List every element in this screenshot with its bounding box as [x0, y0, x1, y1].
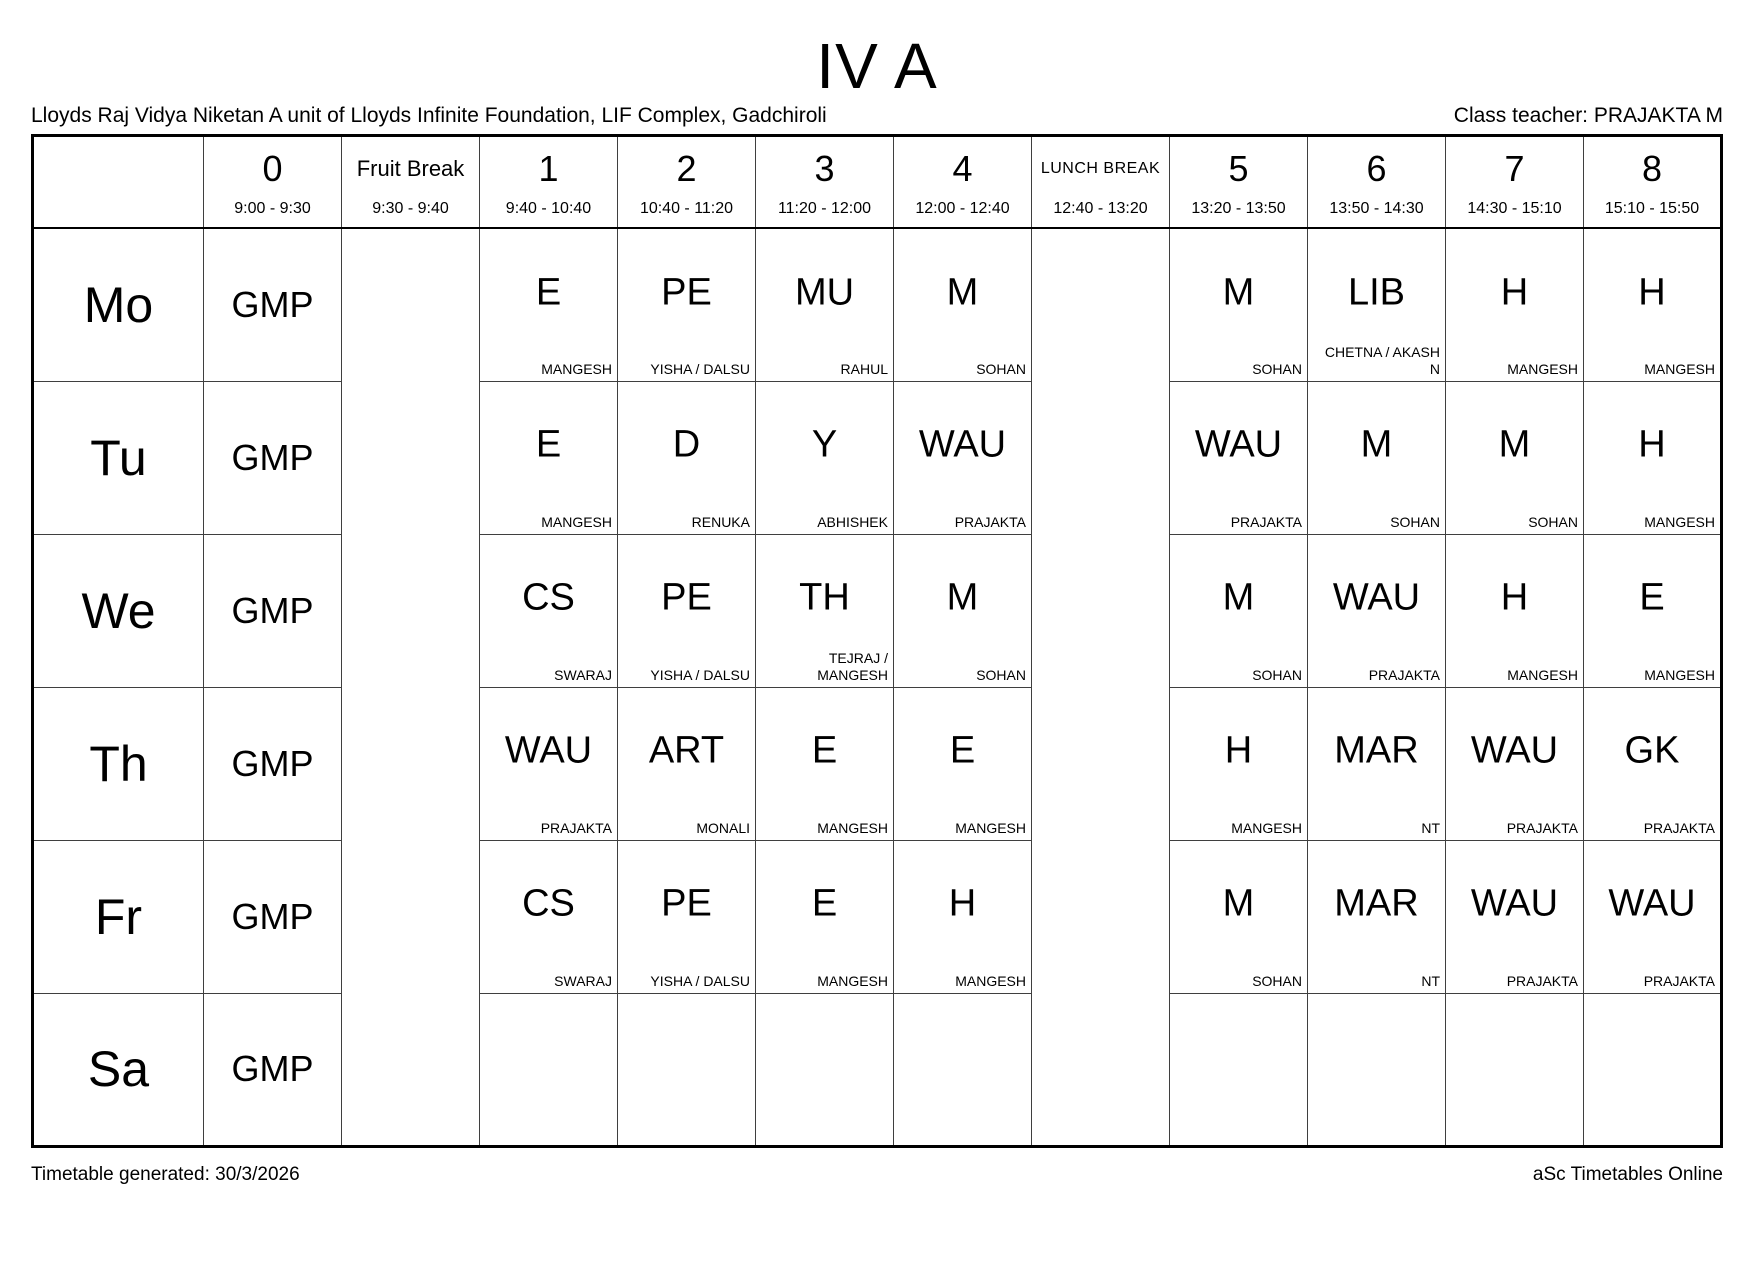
period-number: 5	[1228, 147, 1249, 189]
lesson-cell	[618, 840, 756, 993]
teacher-label: SOHAN	[1528, 513, 1578, 530]
corner-cell	[33, 136, 204, 229]
subject-label: TH	[799, 576, 850, 619]
lesson-cell	[1170, 534, 1308, 687]
page-title: IV A	[816, 30, 938, 102]
lesson-cell	[756, 381, 894, 534]
period-time: 9:30 - 9:40	[372, 200, 449, 217]
day-label-fr: Fr	[33, 840, 204, 993]
break-name: Fruit Break	[356, 155, 465, 181]
teacher-label: PRAJAKTA	[1230, 513, 1302, 530]
subject-label: Y	[811, 423, 838, 466]
period-time: 13:50 - 14:30	[1329, 200, 1424, 217]
lesson-cell	[618, 534, 756, 687]
teacher-label: PRAJAKTA	[1643, 972, 1715, 989]
subject-label: M	[1222, 576, 1255, 619]
subject-label: H	[1638, 271, 1666, 314]
period-number: 1	[538, 147, 559, 189]
subject-label: WAU	[1470, 882, 1559, 925]
teacher-label: MANGESH	[1507, 360, 1578, 377]
period-header-6	[1308, 136, 1446, 229]
lesson-cell	[480, 534, 618, 687]
period-header-8	[1584, 136, 1722, 229]
school-name: Lloyds Raj Vidya Niketan A unit of Lloyds Infinite Foundation, LIF Complex, Gadchiroli	[31, 104, 827, 127]
lesson-cell	[1446, 381, 1584, 534]
subject-label: E	[1639, 576, 1665, 619]
teacher-label: MANGESH	[955, 972, 1026, 989]
day-label-th: Th	[33, 687, 204, 840]
subject-label: H	[1500, 576, 1529, 619]
lunch-break-header	[1032, 136, 1170, 229]
lesson-cell: GMP	[204, 687, 342, 840]
period-header-7	[1446, 136, 1584, 229]
period-time: 9:00 - 9:30	[234, 200, 311, 217]
lesson-cell	[1584, 381, 1722, 534]
subject-label: M	[1498, 423, 1531, 466]
teacher-label: MANGESH	[1507, 666, 1578, 683]
teacher-label: TEJRAJ / MANGESH	[817, 649, 888, 683]
lesson-cell-empty	[756, 993, 894, 1146]
break-name: LUNCH BREAK	[1040, 159, 1161, 177]
teacher-label: CHETNA / AKASH N	[1324, 343, 1440, 377]
teacher-label: ABHISHEK	[817, 513, 888, 530]
teacher-label: MANGESH	[1644, 513, 1715, 530]
period-number: 6	[1366, 147, 1387, 189]
period-header-1	[480, 136, 618, 229]
subject-label: H	[1224, 729, 1253, 772]
subject-label: PE	[661, 271, 712, 314]
subject-label: E	[949, 729, 976, 772]
lesson-cell-empty	[1170, 993, 1308, 1146]
teacher-label: NT	[1421, 819, 1440, 836]
teacher-label: MANGESH	[955, 819, 1026, 836]
period-time: 12:40 - 13:20	[1053, 200, 1148, 217]
teacher-label: SWARAJ	[554, 972, 612, 989]
teacher-label: YISHA / DALSU	[650, 360, 750, 377]
lesson-cell	[1170, 381, 1308, 534]
lesson-cell	[1446, 228, 1584, 381]
teacher-label: MANGESH	[1644, 666, 1715, 683]
period-header-3	[756, 136, 894, 229]
subject-label: E	[535, 423, 562, 466]
teacher-label: PRAJAKTA	[954, 513, 1026, 530]
lesson-cell	[1308, 840, 1446, 993]
period-number: 8	[1641, 147, 1663, 189]
subject-label: WAU	[504, 729, 593, 772]
lesson-cell-empty	[894, 993, 1032, 1146]
lesson-cell-empty	[480, 993, 618, 1146]
teacher-label: MANGESH	[541, 360, 612, 377]
lesson-cell	[1170, 228, 1308, 381]
lesson-cell	[1446, 687, 1584, 840]
subject-label: E	[811, 729, 838, 772]
lesson-cell	[1308, 381, 1446, 534]
footer-brand: aSc Timetables Online	[1532, 1163, 1723, 1185]
teacher-label: SOHAN	[1390, 513, 1440, 530]
fruit-break-header	[342, 136, 480, 229]
period-header-4	[894, 136, 1032, 229]
lesson-cell: GMP	[204, 228, 342, 381]
lesson-cell	[480, 840, 618, 993]
teacher-label: PRAJAKTA	[1506, 972, 1578, 989]
day-label-tu: Tu	[33, 381, 204, 534]
lesson-cell	[1584, 534, 1722, 687]
lesson-cell	[618, 381, 756, 534]
subject-label: WAU	[1194, 423, 1283, 466]
period-header-5	[1170, 136, 1308, 229]
lesson-cell: GMP	[204, 534, 342, 687]
teacher-label: SOHAN	[976, 666, 1026, 683]
lesson-cell	[480, 687, 618, 840]
lesson-cell	[1446, 840, 1584, 993]
teacher-label: SOHAN	[1252, 972, 1302, 989]
teacher-label: MANGESH	[1231, 819, 1302, 836]
lesson-cell	[756, 687, 894, 840]
day-label-sa: Sa	[33, 993, 204, 1146]
lesson-cell	[756, 228, 894, 381]
lesson-cell	[894, 534, 1032, 687]
teacher-label: YISHA / DALSU	[650, 972, 750, 989]
class-teacher: Class teacher: PRAJAKTA M	[1453, 104, 1723, 127]
teacher-label: MANGESH	[817, 972, 888, 989]
lunch-break-column	[1032, 228, 1170, 1146]
subject-label: CS	[522, 576, 575, 619]
subject-label: PE	[661, 882, 712, 925]
subject-label: M	[1222, 271, 1255, 314]
lesson-cell	[1446, 534, 1584, 687]
lesson-cell-empty	[1308, 993, 1446, 1146]
lesson-cell-empty	[1584, 993, 1722, 1146]
teacher-label: RAHUL	[840, 360, 888, 377]
subject-label: WAU	[1470, 729, 1559, 772]
subject-label: H	[1638, 423, 1666, 466]
teacher-label: MANGESH	[1644, 360, 1715, 377]
subject-label: H	[1500, 271, 1529, 314]
subject-label: E	[535, 271, 562, 314]
subject-label: M	[1222, 882, 1255, 925]
period-number: 3	[814, 147, 835, 189]
subject-label: H	[948, 882, 977, 925]
subject-label: WAU	[1608, 882, 1696, 925]
period-time: 9:40 - 10:40	[505, 200, 592, 217]
day-label-we: We	[33, 534, 204, 687]
lesson-cell	[1308, 687, 1446, 840]
teacher-label: NT	[1421, 972, 1440, 989]
lesson-cell: GMP	[204, 840, 342, 993]
lesson-cell	[894, 228, 1032, 381]
lesson-cell	[618, 687, 756, 840]
lesson-cell	[1308, 534, 1446, 687]
teacher-label: MANGESH	[541, 513, 612, 530]
teacher-label: SOHAN	[976, 360, 1026, 377]
lesson-cell	[1584, 840, 1722, 993]
day-label-mo: Mo	[33, 228, 204, 381]
lesson-cell	[1584, 228, 1722, 381]
period-time: 13:20 - 13:50	[1191, 200, 1286, 217]
subject-label: M	[946, 271, 979, 314]
timetable	[31, 134, 1723, 1148]
lesson-cell	[1308, 228, 1446, 381]
subject-label: LIB	[1347, 271, 1406, 314]
subject-label: M	[946, 576, 979, 619]
period-time: 14:30 - 15:10	[1467, 200, 1562, 217]
period-time: 11:20 - 12:00	[777, 200, 872, 217]
lesson-cell	[1170, 840, 1308, 993]
lesson-cell	[1584, 687, 1722, 840]
lesson-cell	[480, 228, 618, 381]
subject-label: E	[811, 882, 838, 925]
teacher-label: PRAJAKTA	[1506, 819, 1578, 836]
period-number: 4	[952, 147, 973, 189]
period-header-0	[204, 136, 342, 229]
lesson-cell	[894, 381, 1032, 534]
lesson-cell: GMP	[204, 993, 342, 1146]
subject-label: MU	[794, 271, 855, 314]
subject-label: M	[1360, 423, 1393, 466]
teacher-label: RENUKA	[691, 513, 750, 530]
teacher-label: SOHAN	[1252, 666, 1302, 683]
period-time: 12:00 - 12:40	[915, 200, 1010, 217]
period-number: 0	[262, 147, 283, 189]
subject-label: ART	[648, 729, 725, 772]
lesson-cell	[756, 840, 894, 993]
subject-label: GK	[1624, 729, 1680, 772]
subject-label: CS	[522, 882, 575, 925]
lesson-cell-empty	[618, 993, 756, 1146]
subject-label: MAR	[1334, 882, 1419, 925]
teacher-label: SWARAJ	[554, 666, 612, 683]
lesson-cell	[894, 687, 1032, 840]
subject-label: MAR	[1334, 729, 1419, 772]
subject-label: PE	[661, 576, 712, 619]
teacher-label: SOHAN	[1252, 360, 1302, 377]
period-header-2	[618, 136, 756, 229]
fruit-break-column	[342, 228, 480, 1146]
period-number: 2	[676, 147, 697, 189]
teacher-label: PRAJAKTA	[1643, 819, 1715, 836]
lesson-cell	[618, 228, 756, 381]
lesson-cell: GMP	[204, 381, 342, 534]
lesson-cell	[1170, 687, 1308, 840]
teacher-label: YISHA / DALSU	[650, 666, 750, 683]
lesson-cell	[756, 534, 894, 687]
teacher-label: MONALI	[696, 819, 750, 836]
lesson-cell	[894, 840, 1032, 993]
period-time: 15:10 - 15:50	[1604, 200, 1700, 217]
subject-label: D	[672, 423, 701, 466]
subject-label: WAU	[918, 423, 1007, 466]
period-number: 7	[1504, 147, 1525, 189]
period-time: 10:40 - 11:20	[639, 200, 734, 217]
teacher-label: PRAJAKTA	[540, 819, 612, 836]
teacher-label: PRAJAKTA	[1368, 666, 1440, 683]
lesson-cell	[480, 381, 618, 534]
footer-generated-date: Timetable generated: 30/3/2026	[31, 1163, 300, 1185]
subject-label: WAU	[1332, 576, 1421, 619]
lesson-cell-empty	[1446, 993, 1584, 1146]
teacher-label: MANGESH	[817, 819, 888, 836]
